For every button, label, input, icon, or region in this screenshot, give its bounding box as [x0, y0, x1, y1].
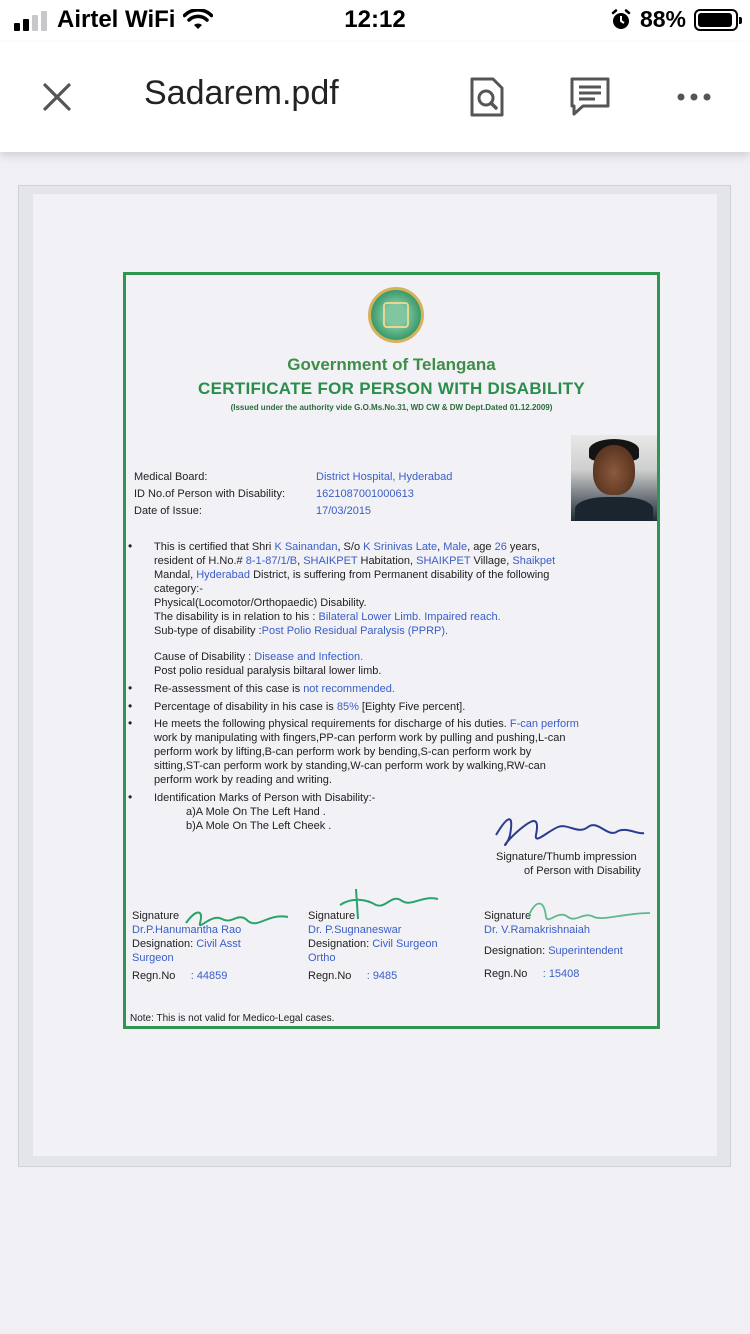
validity-note: Note: This is not valid for Medico-Legal cases. — [130, 1013, 335, 1024]
alarm-icon — [610, 9, 632, 31]
date-value: 17/03/2015 — [316, 505, 372, 517]
bullet: • — [128, 699, 133, 713]
comment-button[interactable] — [565, 72, 615, 122]
close-icon — [41, 81, 73, 113]
signatory-name: Dr. V.Ramakrishnaiah — [484, 924, 590, 936]
relation-line: The disability is in relation to his : Bilateral Lower Limb. Impaired reach. — [154, 611, 501, 623]
category-value: Physical(Locomotor/Orthopaedic) Disability. — [154, 597, 367, 609]
more-icon — [676, 92, 712, 102]
designation-line-2: Surgeon — [132, 952, 174, 964]
close-button[interactable] — [36, 76, 78, 118]
reassessment-line: Re-assessment of this case is not recommended. — [154, 683, 395, 695]
certified-line-1: This is certified that Shri K Sainandan, S/o K Srinivas Late, Male, age 26 years, — [154, 541, 540, 553]
navigation-bar — [0, 42, 750, 152]
battery-icon — [694, 9, 738, 31]
category-label: category:- — [154, 583, 203, 595]
search-document-button[interactable] — [462, 72, 512, 122]
cause-line: Cause of Disability : Disease and Infection. — [154, 651, 364, 663]
identification-mark-a: a)A Mole On The Left Hand . — [186, 806, 326, 818]
signatory-2-signature — [332, 883, 442, 923]
regn-line: Regn.No : 44859 — [132, 970, 228, 982]
carrier-name: Airtel WiFi — [57, 6, 176, 33]
status-time: 12:12 — [344, 6, 406, 33]
signatory-3-signature — [524, 895, 654, 929]
bullet: • — [128, 681, 133, 695]
certificate-title: CERTIFICATE FOR PERSON WITH DISABILITY — [198, 379, 585, 398]
disability-certificate — [123, 272, 660, 1029]
requirements-line-3: perform work by lifting,B-can perform work by bending,S-can perform work by — [154, 746, 532, 758]
comment-icon — [569, 76, 611, 118]
signature-label: Signature — [308, 910, 356, 922]
more-button[interactable] — [669, 72, 719, 122]
status-right — [610, 6, 738, 33]
requirements-line-5: perform work by reading and writing. — [154, 774, 332, 786]
identification-marks-label: Identification Marks of Person with Disability:- — [154, 792, 376, 804]
battery-percent: 88% — [639, 6, 686, 32]
designation-line: Designation: Civil Asst — [132, 938, 241, 950]
bullet: • — [128, 790, 133, 804]
designation-line: Designation: Civil Surgeon — [308, 938, 438, 950]
identification-mark-b: b)A Mole On The Left Cheek . — [186, 820, 332, 832]
requirements-line-4: sitting,ST-can perform work by standing,W-can perform work by walking,RW-can — [154, 760, 546, 772]
requirements-line-2: work by manipulating with fingers,PP-can perform work by pulling and pushing,L-can — [154, 732, 566, 744]
person-photo — [571, 435, 657, 521]
medical-board-value: District Hospital, Hyderabad — [316, 471, 453, 483]
document-search-icon — [469, 76, 505, 118]
id-value: 1621087001000613 — [316, 488, 414, 500]
requirements-line-1: He meets the following physical requirements for discharge of his duties. F-can perform — [154, 718, 579, 730]
document-title: Sadarem.pdf — [144, 74, 339, 112]
signature-label: Signature — [132, 910, 180, 922]
id-label: ID No.of Person with Disability: — [134, 488, 285, 500]
signatory-name: Dr.P.Hanumantha Rao — [132, 924, 242, 936]
medical-board-label: Medical Board: — [134, 471, 208, 483]
pdf-page — [33, 194, 717, 1156]
pdf-viewer[interactable] — [18, 185, 731, 1167]
cause-detail: Post polio residual paralysis biltaral lower limb. — [154, 665, 382, 677]
date-label: Date of Issue: — [134, 505, 202, 517]
thumb-impression-line-1: Signature/Thumb impression — [496, 851, 637, 863]
bullet: • — [128, 716, 133, 730]
certified-line-2: resident of H.No.# 8-1-87/1/B, SHAIKPET Habitation, SHAIKPET Village, Shaikpet — [154, 555, 556, 567]
signature-label: Signature — [484, 910, 532, 922]
issued-authority: (Issued under the authority vide G.O.Ms.No.31, WD CW & DW Dept.Dated 01.12.2009) — [230, 403, 553, 412]
status-bar — [0, 0, 750, 42]
percentage-line: Percentage of disability in his case is 85% [Eighty Five percent]. — [154, 701, 466, 713]
government-name: Government of Telangana — [287, 355, 496, 374]
signatory-name: Dr. P.Sugnaneswar — [308, 924, 402, 936]
signatory-1-signature — [182, 903, 292, 933]
thumb-impression-line-2: of Person with Disability — [524, 865, 641, 877]
bullet: • — [128, 539, 133, 553]
telangana-emblem-icon — [368, 287, 424, 343]
regn-line: Regn.No : 9485 — [308, 970, 398, 982]
certified-line-3: Mandal, Hyderabad District, is suffering from Permanent disability of the following — [154, 569, 550, 581]
designation-line: Designation: Superintendent — [484, 945, 623, 957]
designation-line-2: Ortho — [308, 952, 336, 964]
subtype-line: Sub-type of disability :Post Polio Residual Paralysis (PPRP). — [154, 625, 449, 637]
person-signature — [488, 805, 648, 855]
regn-line: Regn.No : 15408 — [484, 968, 580, 980]
